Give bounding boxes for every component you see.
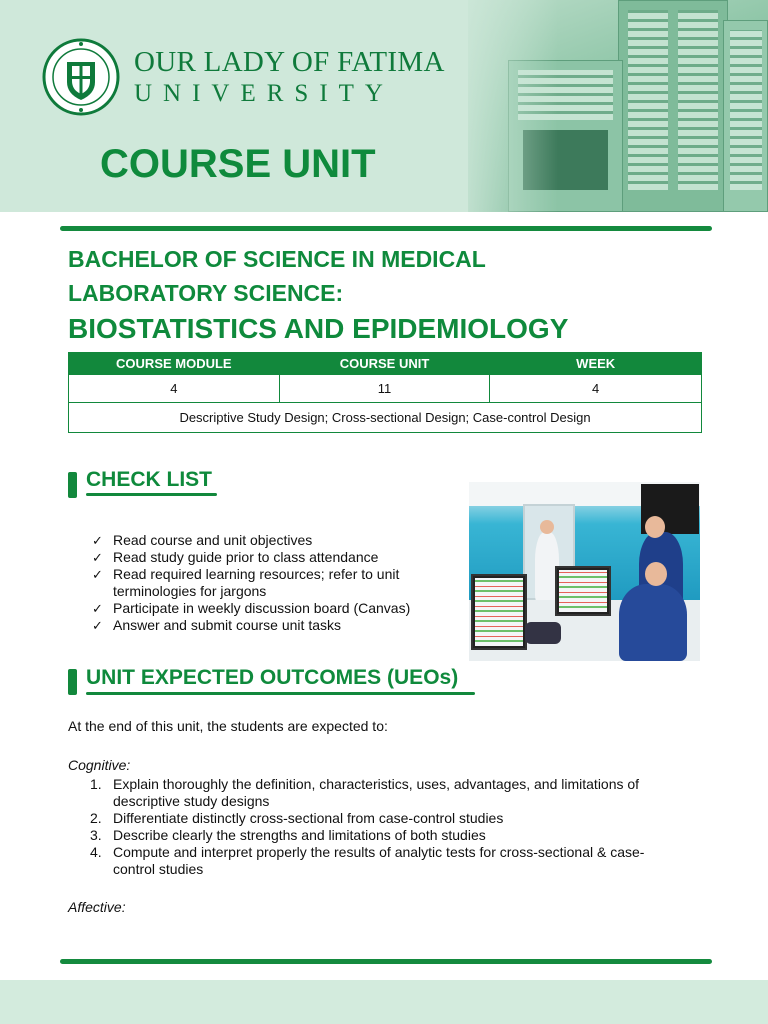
checklist-item-text: Answer and submit course unit tasks — [113, 617, 341, 633]
cognitive-label: Cognitive: — [68, 757, 131, 773]
checklist — [92, 532, 442, 634]
list-item — [92, 566, 442, 600]
cognitive-outcomes-list — [90, 776, 683, 878]
header-course-module: COURSE MODULE — [69, 353, 280, 375]
program-title-line2: LABORATORY SCIENCE: — [68, 280, 344, 306]
document-type-title: COURSE UNIT — [100, 142, 376, 186]
list-item: 4. Compute and interpret properly the results of analytic tests for cross-sectional & case-control studies — [90, 844, 645, 877]
checklist-item-text: Read study guide prior to class attendance — [113, 549, 379, 565]
outcome-text: Explain thoroughly the definition, characteristics, uses, advantages, and limitations of descriptive study designs — [113, 776, 640, 809]
list-item — [92, 600, 442, 617]
laboratory-photo — [469, 482, 700, 661]
subject-title: BIOSTATISTICS AND EPIDEMIOLOGY — [68, 313, 569, 344]
outcome-text: Describe clearly the strengths and limitations of both studies — [113, 827, 486, 843]
list-item: 3. Describe clearly the strengths and limitations of both studies — [90, 827, 486, 843]
check-icon: ✓ — [92, 618, 103, 633]
outcomes-heading-marker — [68, 669, 77, 695]
footer-divider — [60, 959, 712, 964]
header-week: WEEK — [490, 353, 702, 375]
header-course-unit: COURSE UNIT — [279, 353, 490, 375]
week-value: 4 — [490, 375, 702, 403]
header-divider — [60, 226, 712, 231]
check-icon: ✓ — [92, 550, 103, 565]
list-item: 1. Explain thoroughly the definition, characteristics, uses, advantages, and limitations of descriptive study designs — [90, 776, 640, 809]
university-name-second-line: UNIVERSITY — [134, 80, 394, 107]
table-row — [69, 375, 702, 403]
program-title-line1: BACHELOR OF SCIENCE IN MEDICAL — [68, 246, 486, 272]
course-info-table — [68, 352, 702, 433]
outcomes-intro: At the end of this unit, the students are expected to: — [68, 718, 388, 734]
list-item — [92, 549, 442, 566]
list-item — [92, 532, 442, 549]
outcome-text: Compute and interpret properly the results of analytic tests for cross-sectional & case-control studies — [113, 844, 645, 877]
checklist-heading-underline — [86, 493, 217, 496]
unit-topics: Descriptive Study Design; Cross-sectional Design; Case-control Design — [69, 403, 702, 433]
outcomes-heading-underline — [86, 692, 475, 695]
checklist-item-text: Read course and unit objectives — [113, 532, 313, 548]
checklist-heading: CHECK LIST — [86, 468, 212, 491]
table-row — [69, 403, 702, 433]
outcomes-heading: UNIT EXPECTED OUTCOMES (UEOs) — [86, 666, 459, 689]
checklist-item-text: Read required learning resources; refer to unit terminologies for jargons — [113, 566, 400, 599]
list-item: 2. Differentiate distinctly cross-sectional from case-control studies — [90, 810, 504, 826]
check-icon: ✓ — [92, 601, 103, 616]
page-header — [0, 0, 768, 212]
university-seal-icon — [42, 38, 120, 116]
affective-label: Affective: — [68, 899, 126, 915]
course-unit-value: 11 — [279, 375, 490, 403]
checklist-heading-marker — [68, 472, 77, 498]
page-footer — [0, 980, 768, 1024]
check-icon: ✓ — [92, 567, 103, 582]
table-header-row — [69, 353, 702, 375]
outcome-text: Differentiate distinctly cross-sectional from case-control studies — [113, 810, 504, 826]
checklist-item-text: Participate in weekly discussion board (Canvas) — [113, 600, 411, 616]
check-icon: ✓ — [92, 533, 103, 548]
course-module-value: 4 — [69, 375, 280, 403]
university-name: OUR LADY OF FATIMA — [134, 46, 445, 78]
header-fade — [448, 0, 558, 212]
list-item — [92, 617, 442, 634]
